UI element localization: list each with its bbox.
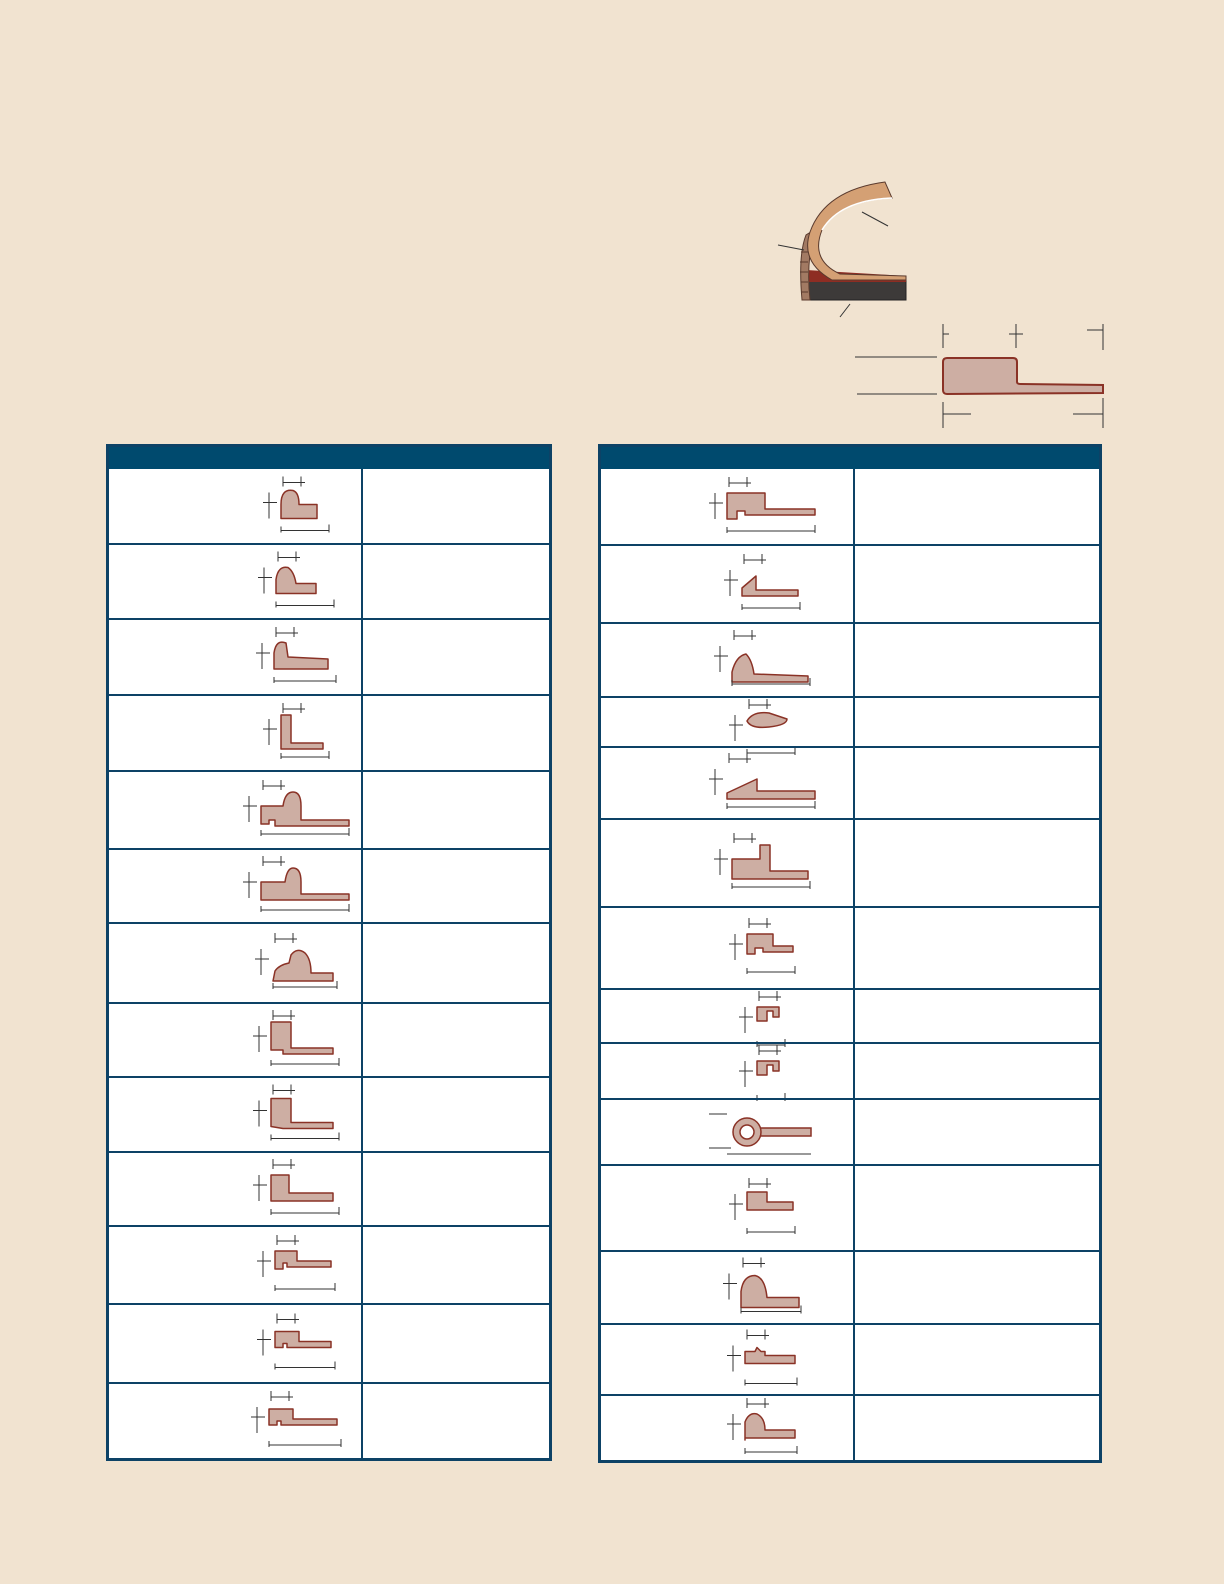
profile-shape (729, 918, 795, 974)
right-profile-cell-tall-post (601, 819, 853, 907)
right-profile-cell-round-bulb-lip (601, 1251, 853, 1324)
dimensioned-profile-illustration (855, 320, 1115, 435)
profile-shape (729, 1178, 795, 1234)
profile-shape (257, 1314, 335, 1370)
profile-shape (255, 933, 337, 989)
right-profile-cell-wedge-lip (601, 747, 853, 819)
left-profile-cell-block-lip-b (109, 1077, 361, 1152)
left-profile-cell-bullnose-lip-medium (109, 544, 361, 619)
left-profile-cell-block-lip (109, 1003, 361, 1077)
profile-shape (263, 703, 329, 759)
profile-shape (727, 1398, 797, 1454)
left-profile-cell-dome-bead (109, 923, 361, 1003)
profile-shape (253, 1085, 339, 1141)
right-profile-cell-mini-slot-b (601, 1043, 853, 1099)
carpet-edge-illustration (770, 170, 930, 320)
left-table-header (109, 447, 549, 469)
profile-shape (724, 554, 800, 610)
left-profile-cell-t-bead-wide-b (109, 849, 361, 923)
profile-shape (714, 833, 810, 889)
profile-shape (263, 477, 329, 533)
left-profile-table (106, 444, 552, 1461)
profile-shape (257, 1235, 335, 1291)
right-profile-cell-bulb-lip (601, 623, 853, 697)
left-profile-cell-flat-slot (109, 1226, 361, 1304)
profile-shape (723, 1258, 801, 1314)
left-profile-cell-l-angle (109, 695, 361, 771)
left-profile-cell-bullnose-lip-long (109, 619, 361, 695)
right-profile-cell-flat-small (601, 1165, 853, 1251)
profile-shape (714, 630, 810, 686)
left-profile-cell-flat-slot-long (109, 1383, 361, 1459)
profile-shape (253, 1159, 339, 1215)
profile-shape (243, 780, 349, 836)
profile-shape (253, 1010, 339, 1066)
profile-shape (243, 856, 349, 912)
right-profile-cell-mini-slot (601, 989, 853, 1043)
profile-shape (256, 627, 336, 683)
profile-shape (258, 552, 334, 608)
right-table-header (601, 447, 1099, 469)
left-profile-cell-flat-slot-b (109, 1304, 361, 1383)
profile-shape (739, 1045, 785, 1101)
profile-shape (709, 477, 815, 533)
profile-shape (709, 753, 815, 809)
profile-shape (251, 1391, 341, 1447)
left-profile-cell-step-block (109, 1152, 361, 1226)
left-profile-cell-bullnose-lip-small (109, 469, 361, 544)
right-profile-cell-step-flat (601, 907, 853, 989)
right-profile-cell-round-nose-flat (601, 1395, 853, 1461)
profile-shape (739, 991, 785, 1047)
right-table-column-divider (853, 469, 855, 1460)
profile-shape (709, 1114, 811, 1154)
profile-shape (727, 1330, 797, 1386)
right-profile-cell-rect-slot-lip (601, 469, 853, 545)
right-profile-cell-notched-flat (601, 1324, 853, 1395)
right-profile-table (598, 444, 1102, 1463)
right-profile-cell-ring-eyelet (601, 1099, 853, 1165)
right-profile-cell-teardrop (601, 697, 853, 747)
right-profile-cell-ramp-lip (601, 545, 853, 623)
left-profile-cell-t-bead-wide (109, 771, 361, 849)
